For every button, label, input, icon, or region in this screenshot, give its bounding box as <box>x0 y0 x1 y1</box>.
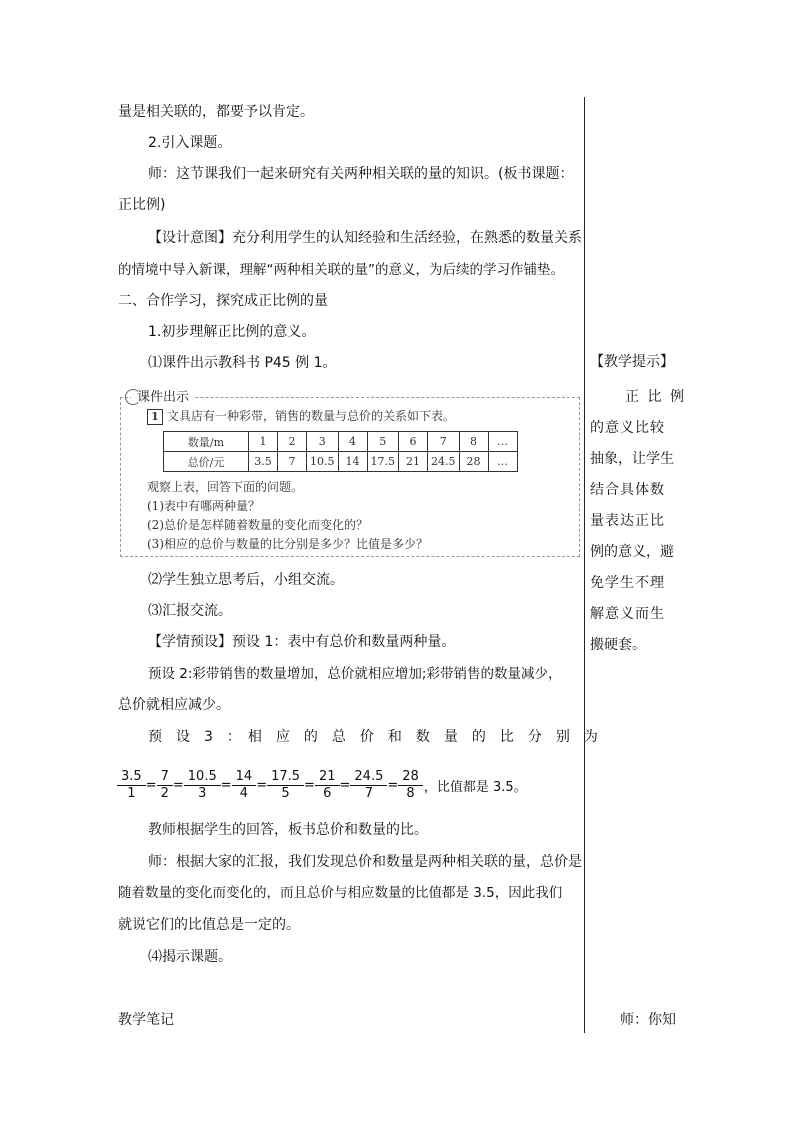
teaching-notes-label: 教学笔记 <box>118 1012 174 1028</box>
tip-line: 正 比 例 <box>625 389 686 405</box>
example-question: (1)表中有哪两种量？ <box>147 499 260 513</box>
fraction-numerator: 3.5 <box>121 768 142 784</box>
fraction <box>159 769 171 802</box>
example-prompt <box>147 407 455 425</box>
equals-sign: = <box>220 777 232 793</box>
preset-line: 总价就相应减少。 <box>118 697 230 713</box>
fraction-numerator: 7 <box>160 768 169 784</box>
equals-sign: = <box>145 777 157 793</box>
fraction <box>186 769 219 802</box>
text-line: 量是相关联的，都要予以肯定。 <box>118 104 314 120</box>
table-cell: 7 <box>428 432 460 452</box>
fraction-denominator: 2 <box>157 785 173 802</box>
table-cell: 7 <box>278 452 307 472</box>
fraction-denominator: 1 <box>117 785 146 802</box>
equals-sign: = <box>304 777 315 793</box>
fraction <box>234 769 255 802</box>
table-header-cell: 数量/m <box>164 432 249 452</box>
equals-sign: = <box>172 777 184 793</box>
table-cell: 1 <box>249 432 278 452</box>
teaching-tip <box>590 352 686 372</box>
fraction-tail: ，比值都是 3.5。 <box>423 779 527 795</box>
fraction-denominator: 5 <box>267 785 304 802</box>
text-line: 教师根据学生的回答，板书总价和数量的比。 <box>148 822 428 838</box>
table-cell: 14 <box>338 452 367 472</box>
example-question: 观察上表，回答下面的问题。 <box>147 480 304 494</box>
fraction-denominator: 4 <box>232 785 257 802</box>
preset-line: 预设 2:彩带销售的数量增加，总价就相应增加;彩带销售的数量减少， <box>148 666 562 682</box>
table-cell: 5 <box>367 432 399 452</box>
table-cell: 6 <box>399 432 428 452</box>
fraction-denominator: 7 <box>350 785 387 802</box>
price-table <box>163 431 518 472</box>
example-question: (2)总价是怎样随着数量的变化而变化的？ <box>147 518 368 532</box>
ratio-fractions <box>118 763 527 807</box>
table-cell: 17.5 <box>367 452 399 472</box>
table-cell: 10.5 <box>307 452 339 472</box>
fraction-denominator: 3 <box>184 785 221 802</box>
table-cell: 24.5 <box>428 452 460 472</box>
example-prompt-text: 文具店有一种彩带，销售的数量与总价的关系如下表。 <box>167 409 456 423</box>
fraction-numerator: 28 <box>402 768 419 784</box>
tip-line: 免学生不理 <box>590 575 665 591</box>
text-line: ⑵学生独立思考后，小组交流。 <box>148 572 344 588</box>
example-question: (3)相应的总价与数量的比分别是多少？比值是多少？ <box>147 537 429 551</box>
equals-sign: = <box>256 777 268 793</box>
tip-line: 量表达正比 <box>590 513 665 529</box>
fraction <box>269 769 302 802</box>
courseware-tag: 课件出示 <box>131 386 195 405</box>
tip-line: 例的意义，避 <box>590 544 674 560</box>
preset-line: 预 设 3 ： 相 应 的 总 价 和 数 量 的 比 分 别 为 <box>148 729 598 745</box>
column-divider <box>584 97 585 1033</box>
equals-sign: = <box>339 777 351 793</box>
text-line: 正比例) <box>118 197 166 213</box>
text-line: 就说它们的比值总是一定的。 <box>118 917 300 933</box>
fraction <box>400 769 421 802</box>
text-line: 随着数量的变化而变化的，而且总价与相应数量的比值都是 3.5，因此我们 <box>118 885 563 901</box>
equals-sign: = <box>387 777 399 793</box>
fraction-numerator: 24.5 <box>354 768 384 784</box>
text-line: 1.初步理解正比例的意义。 <box>148 324 316 340</box>
section-heading: 二、合作学习，探究成正比例的量 <box>118 293 328 309</box>
table-cell: 28 <box>459 452 488 472</box>
fraction-denominator: 8 <box>398 785 423 802</box>
design-intent-line: 的情境中导入新课，理解“两种相关联的量”的意义，为后续的学习作铺垫。 <box>118 262 564 278</box>
text-line: ⑴课件出示教科书 P45 例 1。 <box>148 355 337 371</box>
design-intent-line: 【设计意图】充分利用学生的认知经验和生活经验，在熟悉的数量关系 <box>148 230 582 246</box>
sidebar-bottom-text: 师：你知 <box>620 1012 676 1028</box>
tip-line: 搬硬套。 <box>590 637 646 653</box>
tip-title: 【教学提示】 <box>590 354 674 370</box>
courseware-box <box>120 390 580 557</box>
table-cell: 2 <box>278 432 307 452</box>
fraction <box>119 769 144 802</box>
table-cell: … <box>488 432 517 452</box>
text-line: 师：根据大家的汇报，我们发现总价和数量是两种相关联的量，总价是 <box>148 854 582 870</box>
table-row <box>164 452 518 472</box>
table-cell: 3 <box>307 432 339 452</box>
text-line: ⑷揭示课题。 <box>148 949 232 965</box>
table-cell: 8 <box>459 432 488 452</box>
fraction-denominator: 6 <box>315 785 340 802</box>
fraction-numerator: 14 <box>235 768 253 784</box>
table-header-cell: 总价/元 <box>164 452 249 472</box>
fraction-numerator: 10.5 <box>187 768 217 784</box>
tip-line: 结合具体数 <box>590 482 665 498</box>
tip-line: 抽象，让学生 <box>590 451 674 467</box>
table-cell: 21 <box>399 452 428 472</box>
tip-line: 的意义比较 <box>590 420 665 436</box>
fraction-numerator: 17.5 <box>271 768 301 784</box>
table-cell: 4 <box>338 432 367 452</box>
table-row <box>164 432 518 452</box>
example-number: 1 <box>147 409 163 425</box>
tip-line: 解意义而生 <box>590 606 665 622</box>
tip-body <box>590 382 686 661</box>
text-line: 2.引入课题。 <box>148 135 232 151</box>
fraction-numerator: 21 <box>318 768 336 784</box>
table-cell: … <box>488 452 517 472</box>
fraction <box>352 769 385 802</box>
fraction <box>317 769 338 802</box>
table-cell: 3.5 <box>249 452 278 472</box>
text-line: 师：这节课我们一起来研究有关两种相关联的量的知识。(板书课题： <box>148 166 574 182</box>
text-line: ⑶汇报交流。 <box>148 603 232 619</box>
preset-line: 【学情预设】预设 1：表中有总价和数量两种量。 <box>148 634 456 650</box>
